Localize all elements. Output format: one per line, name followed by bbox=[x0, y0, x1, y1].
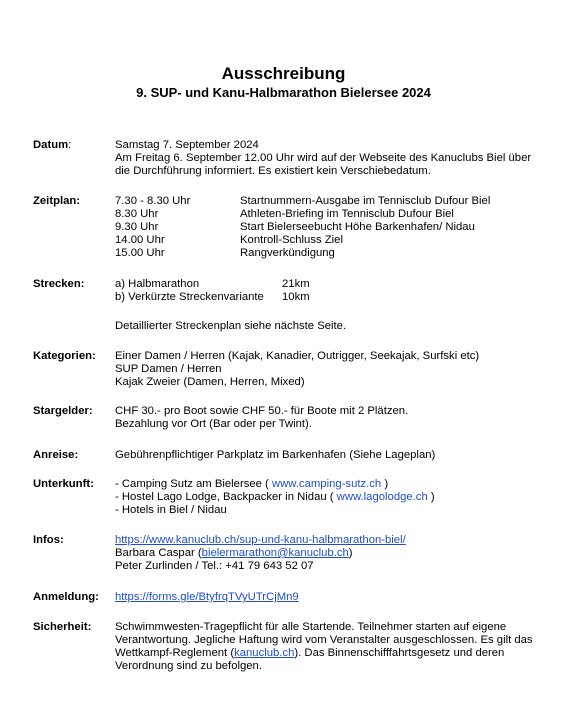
zeitplan-label: Zeitplan: bbox=[33, 195, 81, 207]
camping-sutz-link[interactable]: www.camping-sutz.ch bbox=[271, 478, 382, 490]
datum-line: Samstag 7. September 2024 bbox=[115, 139, 259, 151]
strecken-km: 21km bbox=[282, 278, 310, 290]
stargelder-label: Stargelder: bbox=[33, 405, 93, 417]
zeitplan-time: 9.30 Uhr bbox=[115, 221, 159, 233]
zeitplan-time: 15.00 Uhr bbox=[115, 247, 165, 259]
sicherheit-line: Verantwortung. Jegliche Haftung wird vom Veranstalter ausgeschlossen. Es gilt das bbox=[115, 634, 533, 646]
datum-line: Am Freitag 6. September 12.00 Uhr wird auf der Webseite des Kanuclubs Biel über bbox=[115, 152, 532, 164]
zeitplan-time: 7.30 - 8.30 Uhr bbox=[115, 195, 191, 207]
document-subtitle: 9. SUP- und Kanu-Halbmarathon Bielersee 2024 bbox=[136, 85, 431, 100]
email-link[interactable]: bielermarathon@kanuclub.ch bbox=[201, 547, 349, 559]
zeitplan-desc: Athleten-Briefing im Tennisclub Dufour Biel bbox=[240, 208, 454, 220]
kanuclub-event-link[interactable]: https://www.kanuclub.ch/sup-und-kanu-halbmarathon-biel/ bbox=[115, 534, 406, 546]
kategorien-line: SUP Damen / Herren bbox=[115, 363, 222, 375]
contact-line: Peter Zurlinden / Tel.: +41 79 643 52 07 bbox=[115, 560, 314, 572]
stargelder-line: CHF 30.- pro Boot sowie CHF 50.- für Boote mit 2 Plätzen. bbox=[115, 405, 409, 417]
anmeldung-link[interactable]: https://forms.gle/BtyfrqTVyUTrCjMn9 bbox=[115, 591, 299, 603]
zeitplan-time: 14.00 Uhr bbox=[115, 234, 165, 246]
strecken-name: b) Verkürzte Streckenvariante bbox=[115, 291, 264, 303]
document-title: Ausschreibung bbox=[221, 64, 346, 83]
stargelder-line: Bezahlung vor Ort (Bar oder per Twint). bbox=[115, 418, 312, 430]
anreise-label: Anreise: bbox=[33, 449, 79, 461]
zeitplan-desc: Rangverkündigung bbox=[240, 247, 335, 259]
zeitplan-desc: Startnummern-Ausgabe im Tennisclub Dufour Biel bbox=[240, 195, 491, 207]
sicherheit-line: Verordnung sind zu befolgen. bbox=[115, 660, 262, 672]
zeitplan-time: 8.30 Uhr bbox=[115, 208, 159, 220]
datum-label: Datum: bbox=[33, 139, 72, 151]
strecken-km: 10km bbox=[282, 291, 310, 303]
unterkunft-line: - Camping Sutz am Bielersee ( www.camping-sutz.ch ) bbox=[115, 478, 389, 490]
unterkunft-line: - Hostel Lago Lodge, Backpacker in Nidau ( www.lagolodge.ch ) bbox=[115, 491, 435, 503]
lagolodge-link[interactable]: www.lagolodge.ch bbox=[336, 491, 428, 503]
contact-line: Barbara Caspar (bielermarathon@kanuclub.ch) bbox=[115, 547, 353, 559]
strecken-label: Strecken: bbox=[33, 278, 85, 290]
datum-line: die Durchführung informiert. Es existiert kein Verschiebedatum. bbox=[115, 165, 431, 177]
sicherheit-label: Sicherheit: bbox=[33, 621, 92, 633]
anmeldung-label: Anmeldung: bbox=[33, 591, 99, 603]
strecken-note: Detaillierter Streckenplan siehe nächste Seite. bbox=[115, 320, 347, 332]
anreise-text: Gebührenpflichtiger Parkplatz im Barkenhafen (Siehe Lageplan) bbox=[115, 449, 436, 461]
kategorien-label: Kategorien: bbox=[33, 350, 96, 362]
reglement-link[interactable]: kanuclub.ch bbox=[234, 647, 295, 659]
infos-label: Infos: bbox=[33, 534, 64, 546]
zeitplan-desc: Kontroll-Schluss Ziel bbox=[240, 234, 343, 246]
kategorien-line: Einer Damen / Herren (Kajak, Kanadier, Outrigger, Seekajak, Surfski etc) bbox=[115, 350, 480, 362]
sicherheit-line: Schwimmwesten-Tragepflicht für alle Startende. Teilnehmer starten auf eigene bbox=[115, 621, 507, 633]
zeitplan-desc: Start Bielerseebucht Höhe Barkenhafen/ Nidau bbox=[240, 221, 475, 233]
kategorien-line: Kajak Zweier (Damen, Herren, Mixed) bbox=[115, 376, 305, 388]
sicherheit-line: Wettkampf-Reglement (kanuclub.ch). Das Binnenschifffahrtsgesetz und deren bbox=[115, 647, 505, 659]
unterkunft-line: - Hotels in Biel / Nidau bbox=[115, 504, 227, 516]
strecken-name: a) Halbmarathon bbox=[115, 278, 200, 290]
unterkunft-label: Unterkunft: bbox=[33, 478, 94, 490]
